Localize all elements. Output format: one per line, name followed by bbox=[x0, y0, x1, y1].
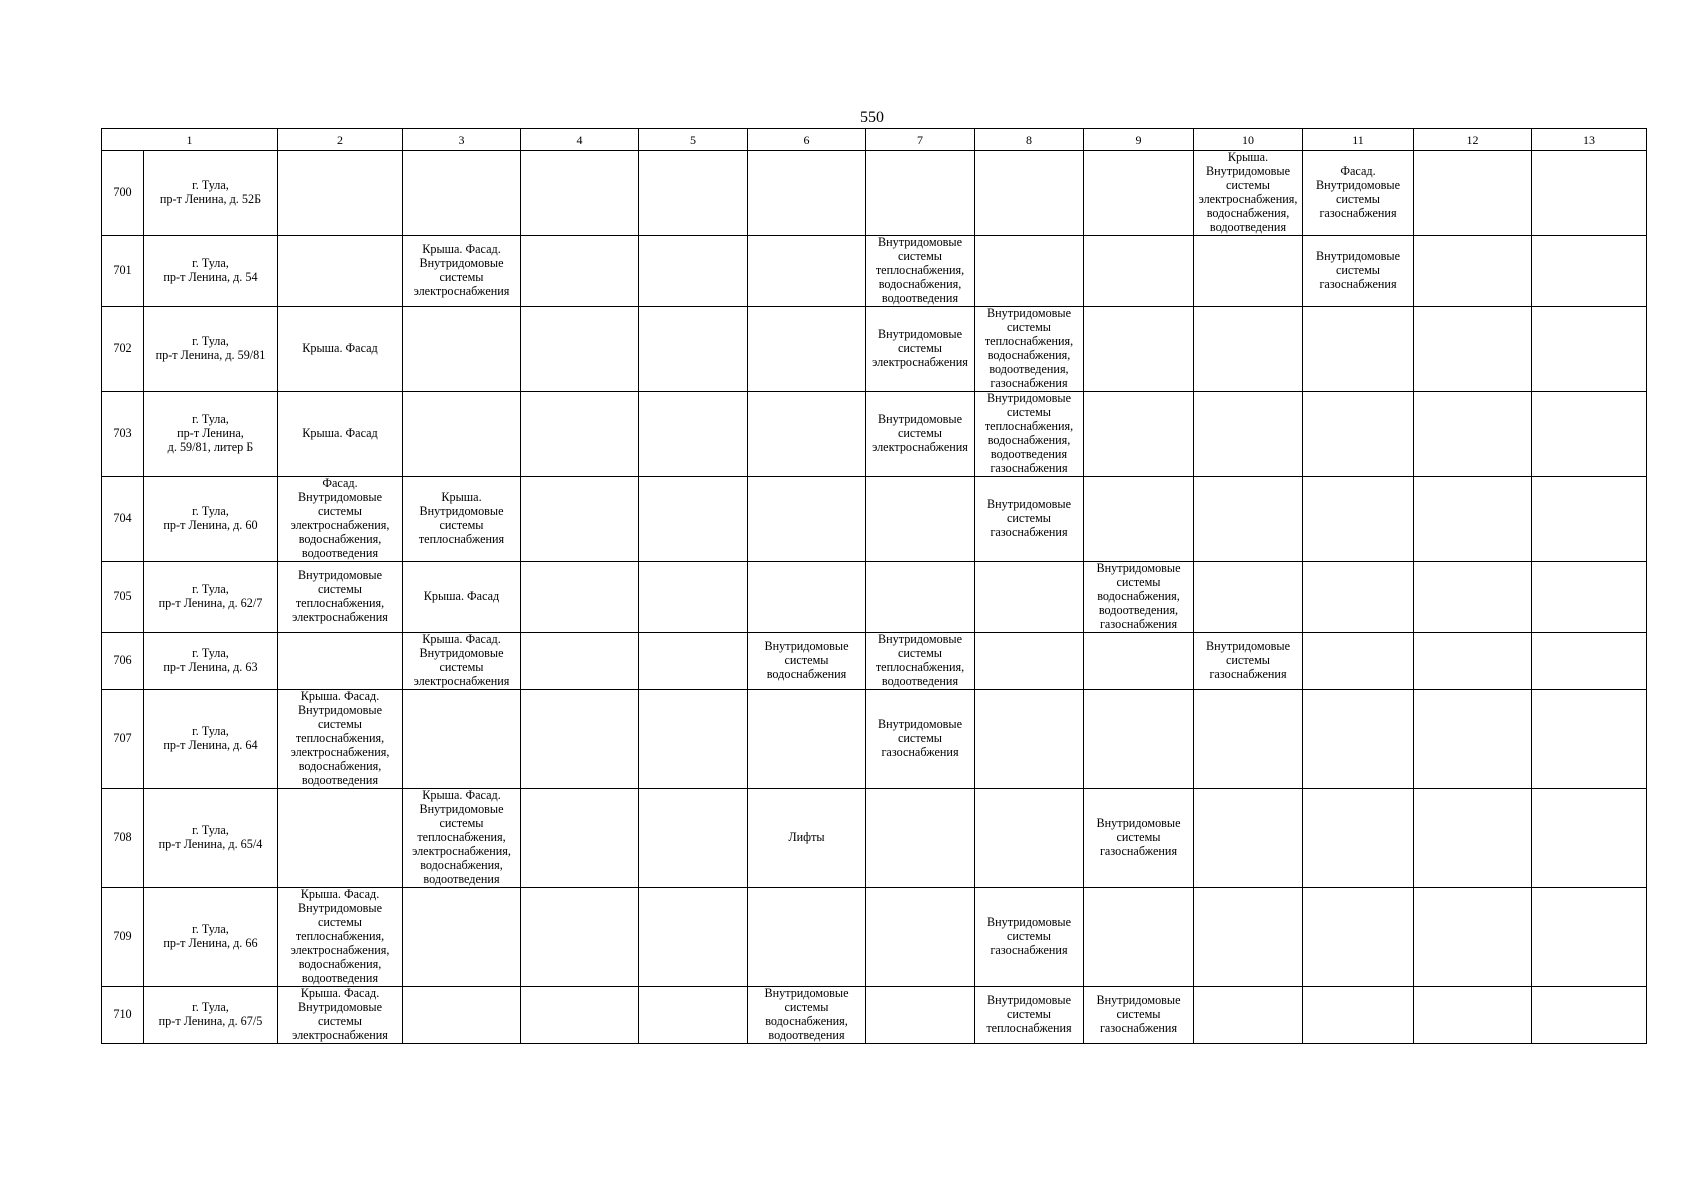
work-cell bbox=[1532, 987, 1647, 1044]
work-cell bbox=[521, 562, 639, 633]
work-cell bbox=[866, 789, 975, 888]
work-cell: Крыша. Фасад. Внутридомовые системы электроснабжения bbox=[278, 987, 403, 1044]
work-cell: Крыша. Фасад bbox=[278, 392, 403, 477]
work-cell: Фасад. Внутридомовые системы электроснабжения, водоснабжения, водоотведения bbox=[278, 477, 403, 562]
work-cell bbox=[975, 633, 1084, 690]
work-cell bbox=[1084, 633, 1194, 690]
work-cell bbox=[521, 307, 639, 392]
work-cell: Внутридомовые системы газоснабжения bbox=[1303, 236, 1414, 307]
table-row bbox=[102, 633, 1647, 690]
work-cell bbox=[1194, 562, 1303, 633]
work-cell bbox=[521, 392, 639, 477]
work-cell: Крыша. Фасад bbox=[278, 307, 403, 392]
work-cell: Внутридомовые системы газоснабжения bbox=[975, 477, 1084, 562]
work-cell bbox=[278, 633, 403, 690]
work-cell bbox=[521, 789, 639, 888]
column-header: 8 bbox=[975, 129, 1084, 151]
work-cell bbox=[1414, 562, 1532, 633]
address-cell: г. Тула, пр-т Ленина, д. 65/4 bbox=[144, 789, 278, 888]
column-header: 3 bbox=[403, 129, 521, 151]
repair-schedule-table bbox=[101, 128, 1647, 1044]
work-cell bbox=[639, 562, 748, 633]
column-header: 10 bbox=[1194, 129, 1303, 151]
work-cell: Внутридомовые системы газоснабжения bbox=[866, 690, 975, 789]
work-cell bbox=[521, 236, 639, 307]
address-cell: г. Тула, пр-т Ленина, д. 59/81, литер Б bbox=[144, 392, 278, 477]
page-number: 550 bbox=[860, 109, 884, 126]
work-cell bbox=[1532, 690, 1647, 789]
work-cell bbox=[1194, 789, 1303, 888]
work-cell bbox=[1532, 236, 1647, 307]
work-cell bbox=[866, 987, 975, 1044]
work-cell bbox=[521, 888, 639, 987]
work-cell bbox=[1414, 236, 1532, 307]
work-cell bbox=[975, 151, 1084, 236]
work-cell bbox=[1084, 236, 1194, 307]
work-cell bbox=[748, 562, 866, 633]
work-cell: Крыша. Внутридомовые системы теплоснабжения bbox=[403, 477, 521, 562]
address-cell: г. Тула, пр-т Ленина, д. 66 bbox=[144, 888, 278, 987]
work-cell bbox=[1194, 392, 1303, 477]
work-cell: Внутридомовые системы водоснабжения, водоотведения, газоснабжения bbox=[1084, 562, 1194, 633]
work-cell bbox=[639, 987, 748, 1044]
work-cell bbox=[748, 888, 866, 987]
column-header-row bbox=[102, 129, 1647, 151]
table-row bbox=[102, 562, 1647, 633]
column-header: 2 bbox=[278, 129, 403, 151]
work-cell bbox=[1194, 987, 1303, 1044]
work-cell bbox=[639, 633, 748, 690]
address-cell: г. Тула, пр-т Ленина, д. 59/81 bbox=[144, 307, 278, 392]
column-header: 7 bbox=[866, 129, 975, 151]
table-row bbox=[102, 987, 1647, 1044]
work-cell bbox=[521, 690, 639, 789]
work-cell: Внутридомовые системы теплоснабжения bbox=[975, 987, 1084, 1044]
work-cell bbox=[1414, 690, 1532, 789]
work-cell bbox=[403, 690, 521, 789]
work-cell bbox=[1532, 789, 1647, 888]
work-cell bbox=[639, 477, 748, 562]
work-cell: Внутридомовые системы электроснабжения bbox=[866, 307, 975, 392]
work-cell bbox=[975, 690, 1084, 789]
table-row bbox=[102, 236, 1647, 307]
work-cell bbox=[639, 236, 748, 307]
work-cell bbox=[639, 151, 748, 236]
work-cell: Крыша. Фасад bbox=[403, 562, 521, 633]
work-cell bbox=[521, 633, 639, 690]
work-cell bbox=[1084, 307, 1194, 392]
work-cell: Внутридомовые системы теплоснабжения, водоснабжения, водоотведения газоснабжения bbox=[975, 392, 1084, 477]
work-cell bbox=[975, 236, 1084, 307]
work-cell bbox=[639, 307, 748, 392]
work-cell: Крыша. Фасад. Внутридомовые системы теплоснабжения, электроснабжения, водоснабжения, водоотведения bbox=[403, 789, 521, 888]
work-cell bbox=[1303, 633, 1414, 690]
work-cell bbox=[1303, 888, 1414, 987]
work-cell bbox=[1414, 633, 1532, 690]
work-cell bbox=[639, 789, 748, 888]
work-cell bbox=[975, 562, 1084, 633]
work-cell bbox=[521, 151, 639, 236]
work-cell: Внутридомовые системы водоснабжения, водоотведения bbox=[748, 987, 866, 1044]
work-cell bbox=[639, 690, 748, 789]
work-cell bbox=[866, 562, 975, 633]
work-cell bbox=[1414, 392, 1532, 477]
work-cell: Лифты bbox=[748, 789, 866, 888]
work-cell bbox=[521, 477, 639, 562]
table-row bbox=[102, 392, 1647, 477]
column-header: 5 bbox=[639, 129, 748, 151]
work-cell bbox=[1303, 562, 1414, 633]
table-row bbox=[102, 307, 1647, 392]
work-cell bbox=[1303, 987, 1414, 1044]
work-cell bbox=[1303, 392, 1414, 477]
work-cell bbox=[1414, 151, 1532, 236]
work-cell: Внутридомовые системы газоснабжения bbox=[1194, 633, 1303, 690]
work-cell bbox=[1084, 690, 1194, 789]
address-cell: г. Тула, пр-т Ленина, д. 63 bbox=[144, 633, 278, 690]
work-cell bbox=[1303, 477, 1414, 562]
work-cell bbox=[1084, 477, 1194, 562]
work-cell bbox=[1084, 888, 1194, 987]
work-cell bbox=[866, 477, 975, 562]
row-number: 709 bbox=[102, 888, 144, 987]
work-cell bbox=[748, 151, 866, 236]
work-cell bbox=[278, 236, 403, 307]
work-cell bbox=[975, 789, 1084, 888]
work-cell bbox=[1532, 633, 1647, 690]
work-cell bbox=[748, 690, 866, 789]
row-number: 706 bbox=[102, 633, 144, 690]
work-cell bbox=[403, 392, 521, 477]
work-cell bbox=[1194, 307, 1303, 392]
work-cell: Крыша. Фасад. Внутридомовые системы электроснабжения bbox=[403, 236, 521, 307]
column-header: 11 bbox=[1303, 129, 1414, 151]
work-cell: Внутридомовые системы водоснабжения bbox=[748, 633, 866, 690]
work-cell bbox=[748, 477, 866, 562]
table-row bbox=[102, 888, 1647, 987]
work-cell bbox=[1303, 307, 1414, 392]
address-cell: г. Тула, пр-т Ленина, д. 62/7 bbox=[144, 562, 278, 633]
address-cell: г. Тула, пр-т Ленина, д. 52Б bbox=[144, 151, 278, 236]
work-cell: Внутридомовые системы теплоснабжения, водоснабжения, водоотведения bbox=[866, 236, 975, 307]
work-cell bbox=[1194, 690, 1303, 789]
work-cell bbox=[1414, 307, 1532, 392]
row-number: 702 bbox=[102, 307, 144, 392]
row-number: 707 bbox=[102, 690, 144, 789]
row-number: 705 bbox=[102, 562, 144, 633]
work-cell bbox=[1414, 888, 1532, 987]
address-cell: г. Тула, пр-т Ленина, д. 67/5 bbox=[144, 987, 278, 1044]
work-cell bbox=[1414, 477, 1532, 562]
column-header: 12 bbox=[1414, 129, 1532, 151]
work-cell bbox=[639, 392, 748, 477]
row-number: 703 bbox=[102, 392, 144, 477]
row-number: 700 bbox=[102, 151, 144, 236]
work-cell bbox=[403, 987, 521, 1044]
column-header: 6 bbox=[748, 129, 866, 151]
work-cell bbox=[1532, 392, 1647, 477]
work-cell: Внутридомовые системы газоснабжения bbox=[1084, 789, 1194, 888]
table-row bbox=[102, 789, 1647, 888]
work-cell bbox=[748, 392, 866, 477]
work-cell bbox=[1303, 789, 1414, 888]
work-cell bbox=[639, 888, 748, 987]
work-cell: Крыша. Фасад. Внутридомовые системы теплоснабжения, электроснабжения, водоснабжения, водоотведения bbox=[278, 888, 403, 987]
work-cell bbox=[1414, 789, 1532, 888]
table-row bbox=[102, 477, 1647, 562]
row-number: 710 bbox=[102, 987, 144, 1044]
work-cell bbox=[278, 789, 403, 888]
table-row bbox=[102, 151, 1647, 236]
work-cell: Внутридомовые системы газоснабжения bbox=[1084, 987, 1194, 1044]
address-cell: г. Тула, пр-т Ленина, д. 60 bbox=[144, 477, 278, 562]
work-cell: Крыша. Внутридомовые системы электроснабжения, водоснабжения, водоотведения bbox=[1194, 151, 1303, 236]
work-cell bbox=[866, 151, 975, 236]
work-cell bbox=[1414, 987, 1532, 1044]
column-header: 1 bbox=[102, 129, 278, 151]
row-number: 701 bbox=[102, 236, 144, 307]
work-cell: Внутридомовые системы электроснабжения bbox=[866, 392, 975, 477]
work-cell bbox=[1194, 236, 1303, 307]
work-cell: Фасад. Внутридомовые системы газоснабжения bbox=[1303, 151, 1414, 236]
work-cell bbox=[1084, 392, 1194, 477]
work-cell: Крыша. Фасад. Внутридомовые системы электроснабжения bbox=[403, 633, 521, 690]
column-header: 4 bbox=[521, 129, 639, 151]
work-cell bbox=[748, 307, 866, 392]
work-cell bbox=[1532, 477, 1647, 562]
address-cell: г. Тула, пр-т Ленина, д. 54 bbox=[144, 236, 278, 307]
table-row bbox=[102, 690, 1647, 789]
work-cell bbox=[278, 151, 403, 236]
work-cell bbox=[403, 888, 521, 987]
work-cell: Внутридомовые системы теплоснабжения, водоотведения bbox=[866, 633, 975, 690]
work-cell bbox=[866, 888, 975, 987]
row-number: 708 bbox=[102, 789, 144, 888]
work-cell bbox=[1194, 888, 1303, 987]
work-cell: Крыша. Фасад. Внутридомовые системы теплоснабжения, электроснабжения, водоснабжения, водоотведения bbox=[278, 690, 403, 789]
work-cell: Внутридомовые системы теплоснабжения, водоснабжения, водоотведения, газоснабжения bbox=[975, 307, 1084, 392]
work-cell bbox=[1194, 477, 1303, 562]
work-cell bbox=[1532, 562, 1647, 633]
work-cell bbox=[403, 151, 521, 236]
work-cell bbox=[1084, 151, 1194, 236]
work-cell bbox=[748, 236, 866, 307]
work-cell: Внутридомовые системы газоснабжения bbox=[975, 888, 1084, 987]
work-cell bbox=[403, 307, 521, 392]
row-number: 704 bbox=[102, 477, 144, 562]
column-header: 13 bbox=[1532, 129, 1647, 151]
work-cell bbox=[1532, 307, 1647, 392]
work-cell: Внутридомовые системы теплоснабжения, электроснабжения bbox=[278, 562, 403, 633]
work-cell bbox=[521, 987, 639, 1044]
work-cell bbox=[1303, 690, 1414, 789]
work-cell bbox=[1532, 888, 1647, 987]
address-cell: г. Тула, пр-т Ленина, д. 64 bbox=[144, 690, 278, 789]
work-cell bbox=[1532, 151, 1647, 236]
column-header: 9 bbox=[1084, 129, 1194, 151]
